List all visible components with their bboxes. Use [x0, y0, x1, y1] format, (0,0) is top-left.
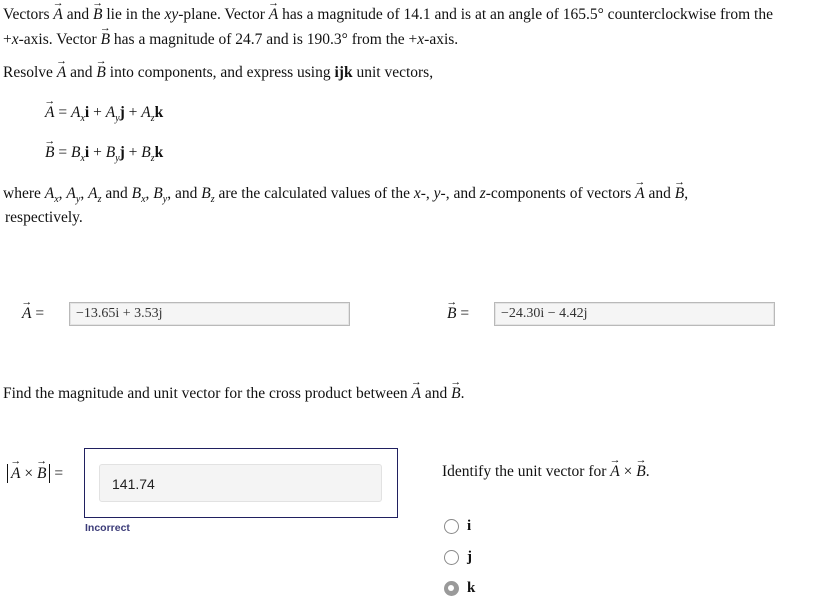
problem-line-2: +x-axis. Vector → B has a magnitude of 24.7 and is 190.3° from the +x-axis.: [3, 31, 458, 49]
vector-b-label: → B =: [447, 305, 469, 323]
option-k[interactable]: [444, 577, 475, 599]
option-i[interactable]: [444, 515, 471, 537]
option-i-label: i: [467, 517, 472, 534]
option-j-label: j: [467, 548, 472, 565]
cross-product-prompt: Find the magnitude and unit vector for the cross product between → A and → B.: [3, 385, 464, 403]
option-j[interactable]: [444, 546, 472, 568]
radio-j[interactable]: [444, 550, 459, 565]
equation-b: → $B = B_xi + B_yj + B_zk$: [45, 144, 163, 164]
where-line-1: where $A_x$, $A_y$, $A_z$ and $B_x$, $B_y$, and $B_z$ are the calculated values of the x-, y-, and z-components of vectors → A and → B,: [3, 185, 688, 205]
problem-line-3: Resolve → A and → B into components, and express using ijk unit vectors,: [3, 64, 433, 82]
vector-b-answer-field[interactable]: −24.30i − 4.42j: [494, 302, 775, 326]
equation-a: → $A = A_xi + A_yj + A_zk$: [45, 104, 163, 124]
magnitude-input[interactable]: 141.74: [99, 464, 382, 502]
radio-k-selected[interactable]: [444, 581, 459, 596]
radio-i[interactable]: [444, 519, 459, 534]
vector-a-answer-field[interactable]: −13.65i + 3.53j: [69, 302, 350, 326]
option-k-label: k: [467, 579, 476, 596]
problem-line-1: Vectors → A and → B lie in the xy-plane. Vector → A has a magnitude of 14.1 and is at an angle of 165.5° counterclockwise from the: [3, 6, 773, 24]
unit-vector-prompt: Identify the unit vector for → A × → B.: [442, 463, 650, 481]
where-line-2: respectively.: [5, 209, 83, 226]
magnitude-label: → A × → B =: [7, 464, 63, 483]
vector-a-label: → A =: [22, 305, 44, 323]
answer-status: Incorrect: [85, 522, 130, 534]
